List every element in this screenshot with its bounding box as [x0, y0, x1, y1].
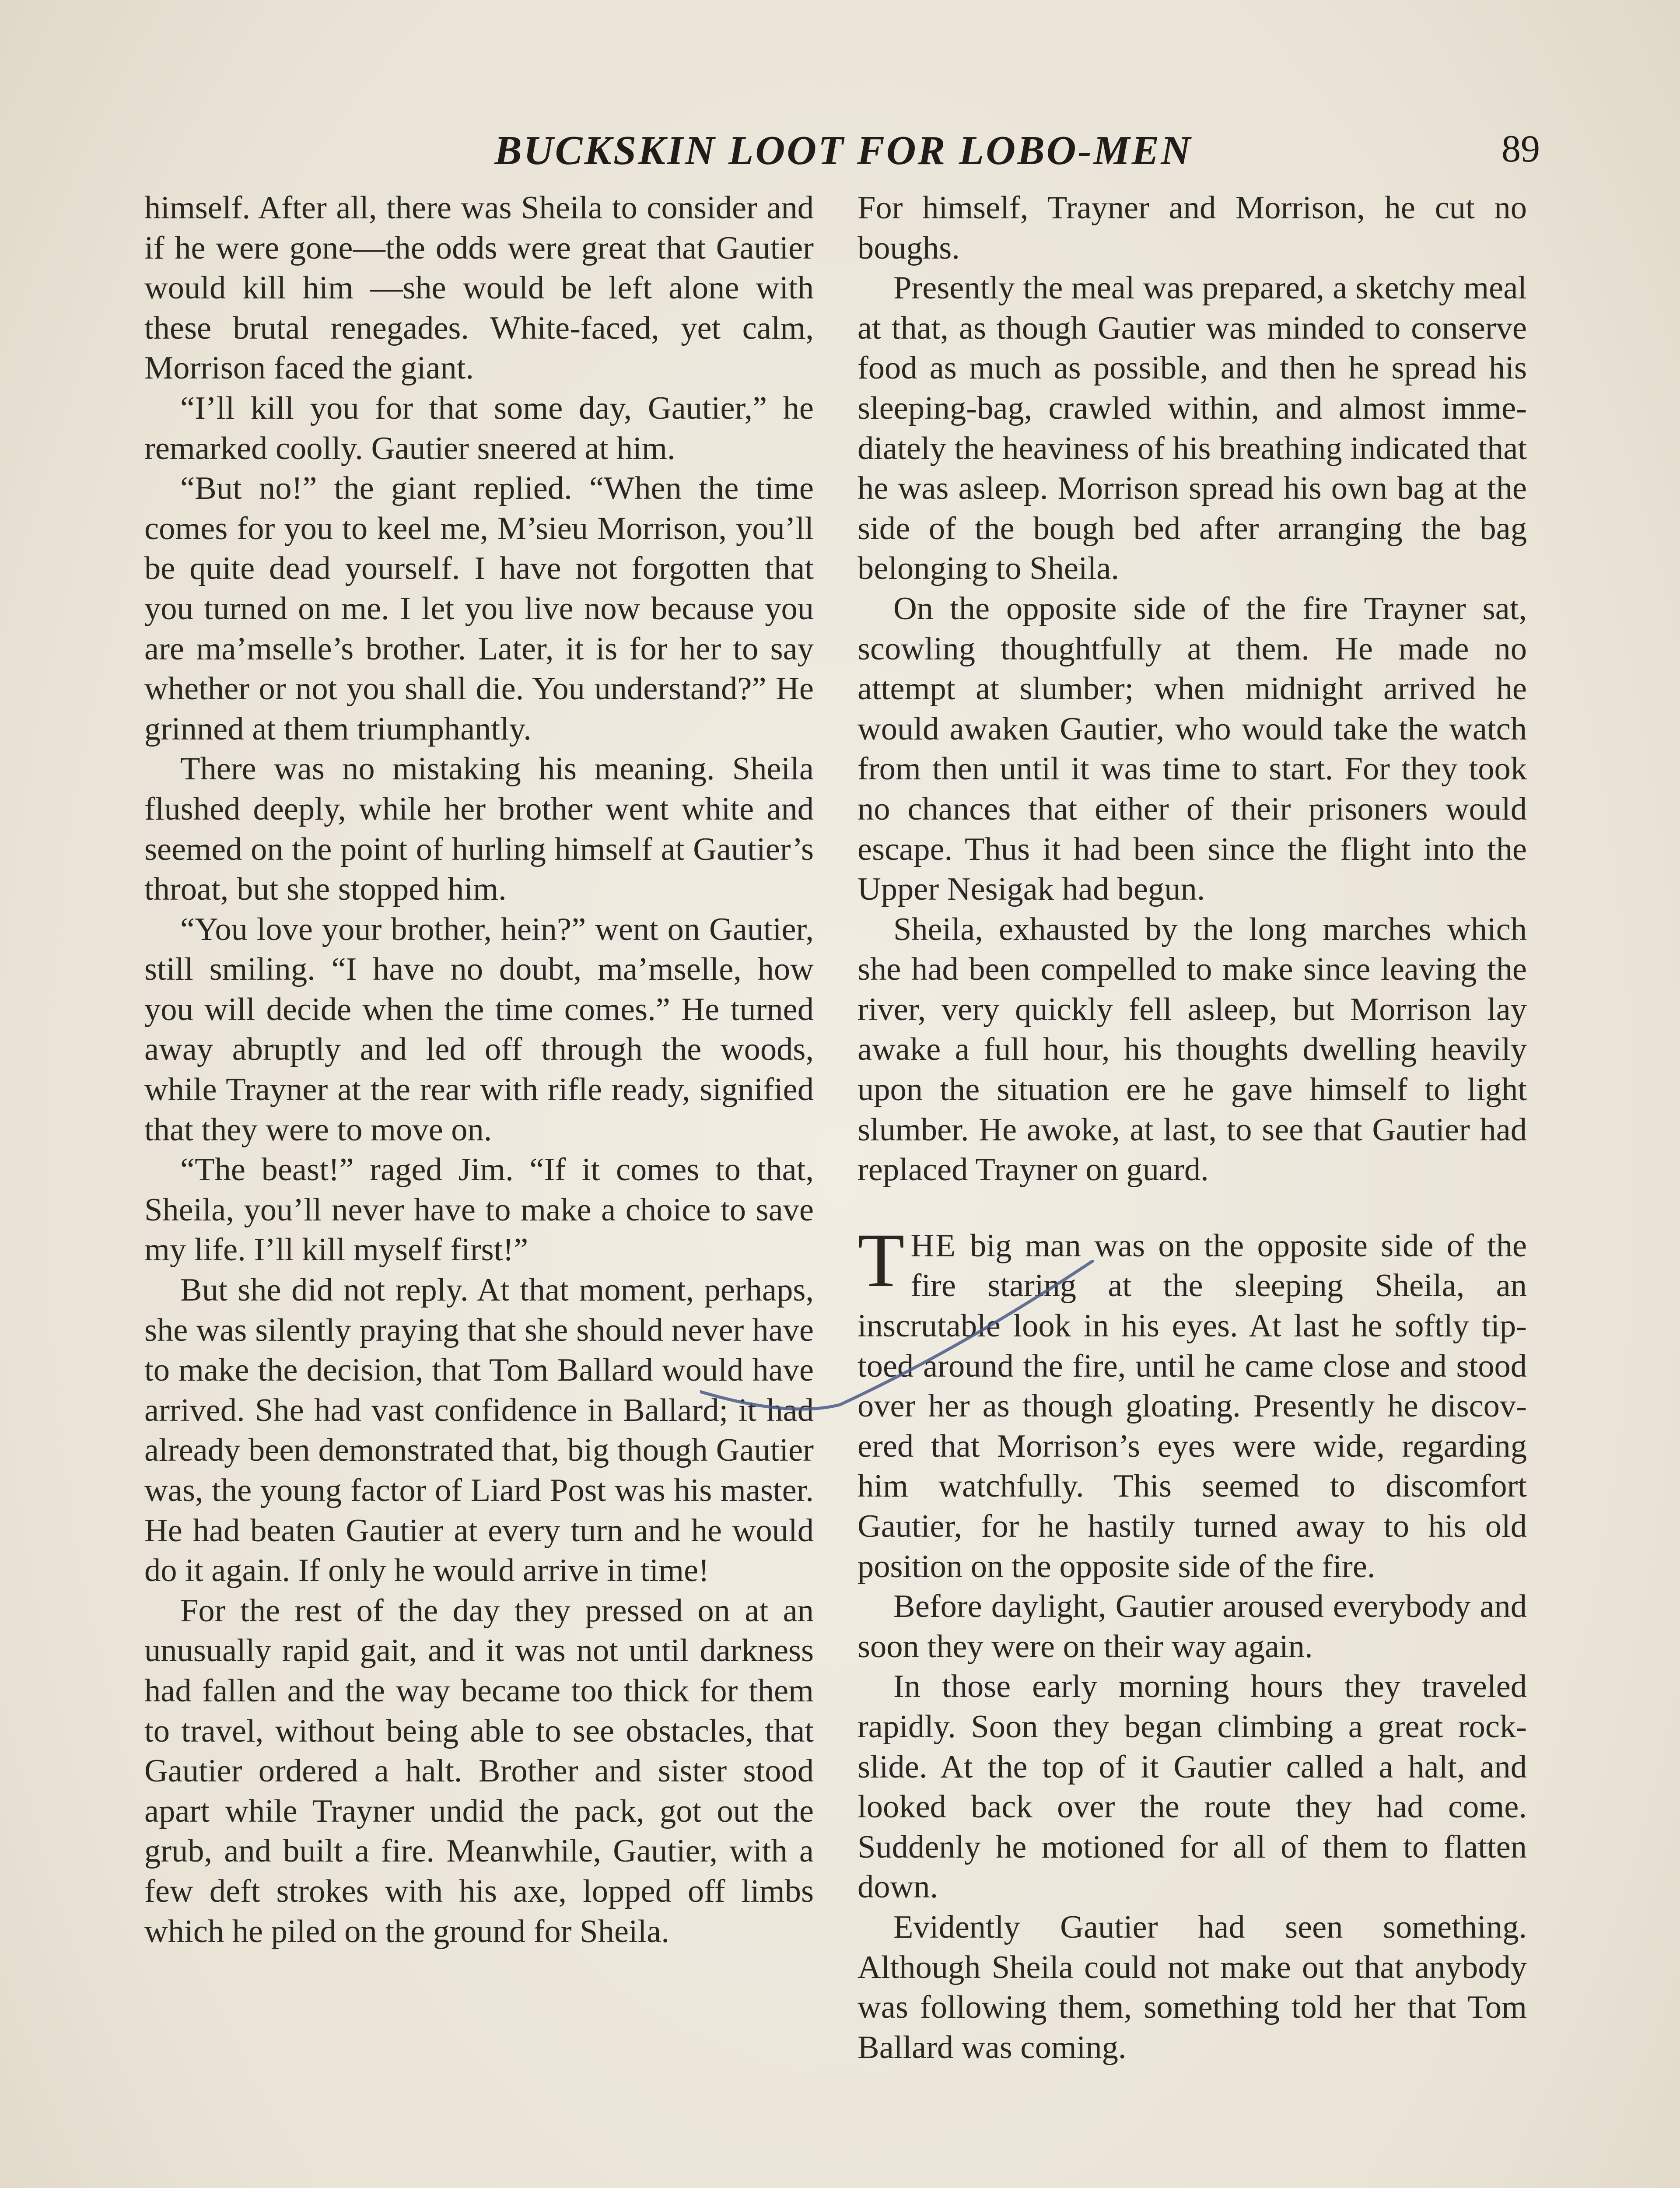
paragraph: In those early morning hours they traveled rapidly. Soon they began climbing a great rock-slide. At the top of it Gautier called a halt, and looked back over the route they had come. Suddenly he motioned for all of them to flatten down. — [858, 1669, 1527, 1905]
paragraph: “But no!” the giant replied. “When the time comes for you to keel me, M’sieu Morrison, you’ll be quite dead yourself. I have not forgotten that you turned on me. I let you live now because you are ma’mselle’s brother. Later, it is for her to say whether or not you shall die. You understand?” He grinned at them triumphantly. — [144, 470, 814, 747]
paragraph: There was no mistaking his meaning. Sheila flushed deeply, while her brother went white and seemed on the point of hurling himself at Gautier’s throat, but she stopped him. — [144, 751, 814, 908]
paragraph: himself. After all, there was Sheila to consider and if he were gone—the odds were great that Gautier would kill him —she would be left alone with these brutal renegades. White-faced, yet calm, Morrison faced the giant. — [144, 190, 814, 386]
right-column — [858, 188, 1527, 2068]
pen-stroke-mark — [700, 1260, 1094, 1470]
paragraph: “The beast!” raged Jim. “If it comes to that, Sheila, you’ll never have to make a choice to save my life. I’ll kill myself first!” — [144, 1152, 814, 1268]
page-header — [144, 127, 1540, 184]
paragraph: Presently the meal was prepared, a sketchy meal at that, as though Gautier was minded to conserve food as much as possible, and then he spread his sleeping-bag, crawled within, and almost immediately the heaviness of his breathing indicated that he was asleep. Morrison spread his own bag at the side of the bough bed after arranging the bag belonging to Sheila. — [858, 270, 1527, 587]
drop-cap: T — [858, 1217, 905, 1303]
section-caps: HE — [910, 1227, 957, 1264]
page-number: 89 — [1502, 128, 1540, 170]
paragraph: On the opposite side of the fire Trayner sat, scowling thoughtfully at them. He made no attempt at slumber; when midnight arrived he would awaken Gautier, who would take the watch from then until it was time to start. For they took no chances that either of their prisoners would escape. Thus it had been since the flight into the Upper Nesigak had begun. — [858, 590, 1527, 908]
running-title: BUCKSKIN LOOT FOR LOBO-MEN — [494, 128, 1193, 173]
paragraph: For himself, Trayner and Morrison, he cut no boughs. — [858, 190, 1527, 266]
section-text: big man was on the opposite side of the fire staring at the sleeping Sheila, an inscrutable look in his eyes. At last he softly tip-toed around the fire, until he came close and stood over her as though gloating. Presently he discovered that Morrison’s eyes were wide, regarding him watchfully. This seemed to discomfort Gautier, for he hastily turned away to his old position on the opposite side of the fire. — [858, 1227, 1527, 1585]
paragraph: Evidently Gautier had seen something. Although Sheila could not make out that anybody was following them, something told her that Tom Ballard was coming. — [858, 1909, 1527, 2065]
paragraph: Sheila, exhausted by the long marches which she had been compelled to make since leaving the river, very quickly fell asleep, but Morrison lay awake a full hour, his thoughts dwelling heavily upon the situation ere he gave himself to light slumber. He awoke, at last, to see that Gautier had replaced Trayner on guard. — [858, 911, 1527, 1188]
left-column — [144, 188, 814, 1952]
paragraph: “You love your brother, hein?” went on Gautier, still smiling. “I have no doubt, ma’mselle, how you will decide when the time comes.” He turned away abruptly and led off through the woods, while Trayner at the rear with rifle ready, signified that they were to move on. — [144, 911, 814, 1148]
paragraph: “I’ll kill you for that some day, Gautier,” he remarked coolly. Gautier sneered at him. — [144, 390, 814, 466]
paragraph: For the rest of the day they pressed on at an unusually rapid gait, and it was not until darkness had fallen and the way became too thick for them to travel, without being able to see obstacles, that Gautier ordered a halt. Brother and sister stood apart while Trayner undid the pack, got out the grub, and built a fire. Meanwhile, Gautier, with a few deft strokes with his axe, lopped off limbs which he piled on the ground for Sheila. — [144, 1592, 814, 1950]
paragraph: But she did not reply. At that moment, perhaps, she was silently praying that she should never have to make the decision, that Tom Ballard would have arrived. She had vast confidence in Ballard; it had already been demonstrated that, big though Gautier was, the young factor of Liard Post was his master. He had beaten Gautier at every turn and he would do it again. If only he would arrive in time! — [144, 1272, 814, 1589]
paragraph: Before daylight, Gautier aroused everybody and soon they were on their way again. — [858, 1588, 1527, 1665]
